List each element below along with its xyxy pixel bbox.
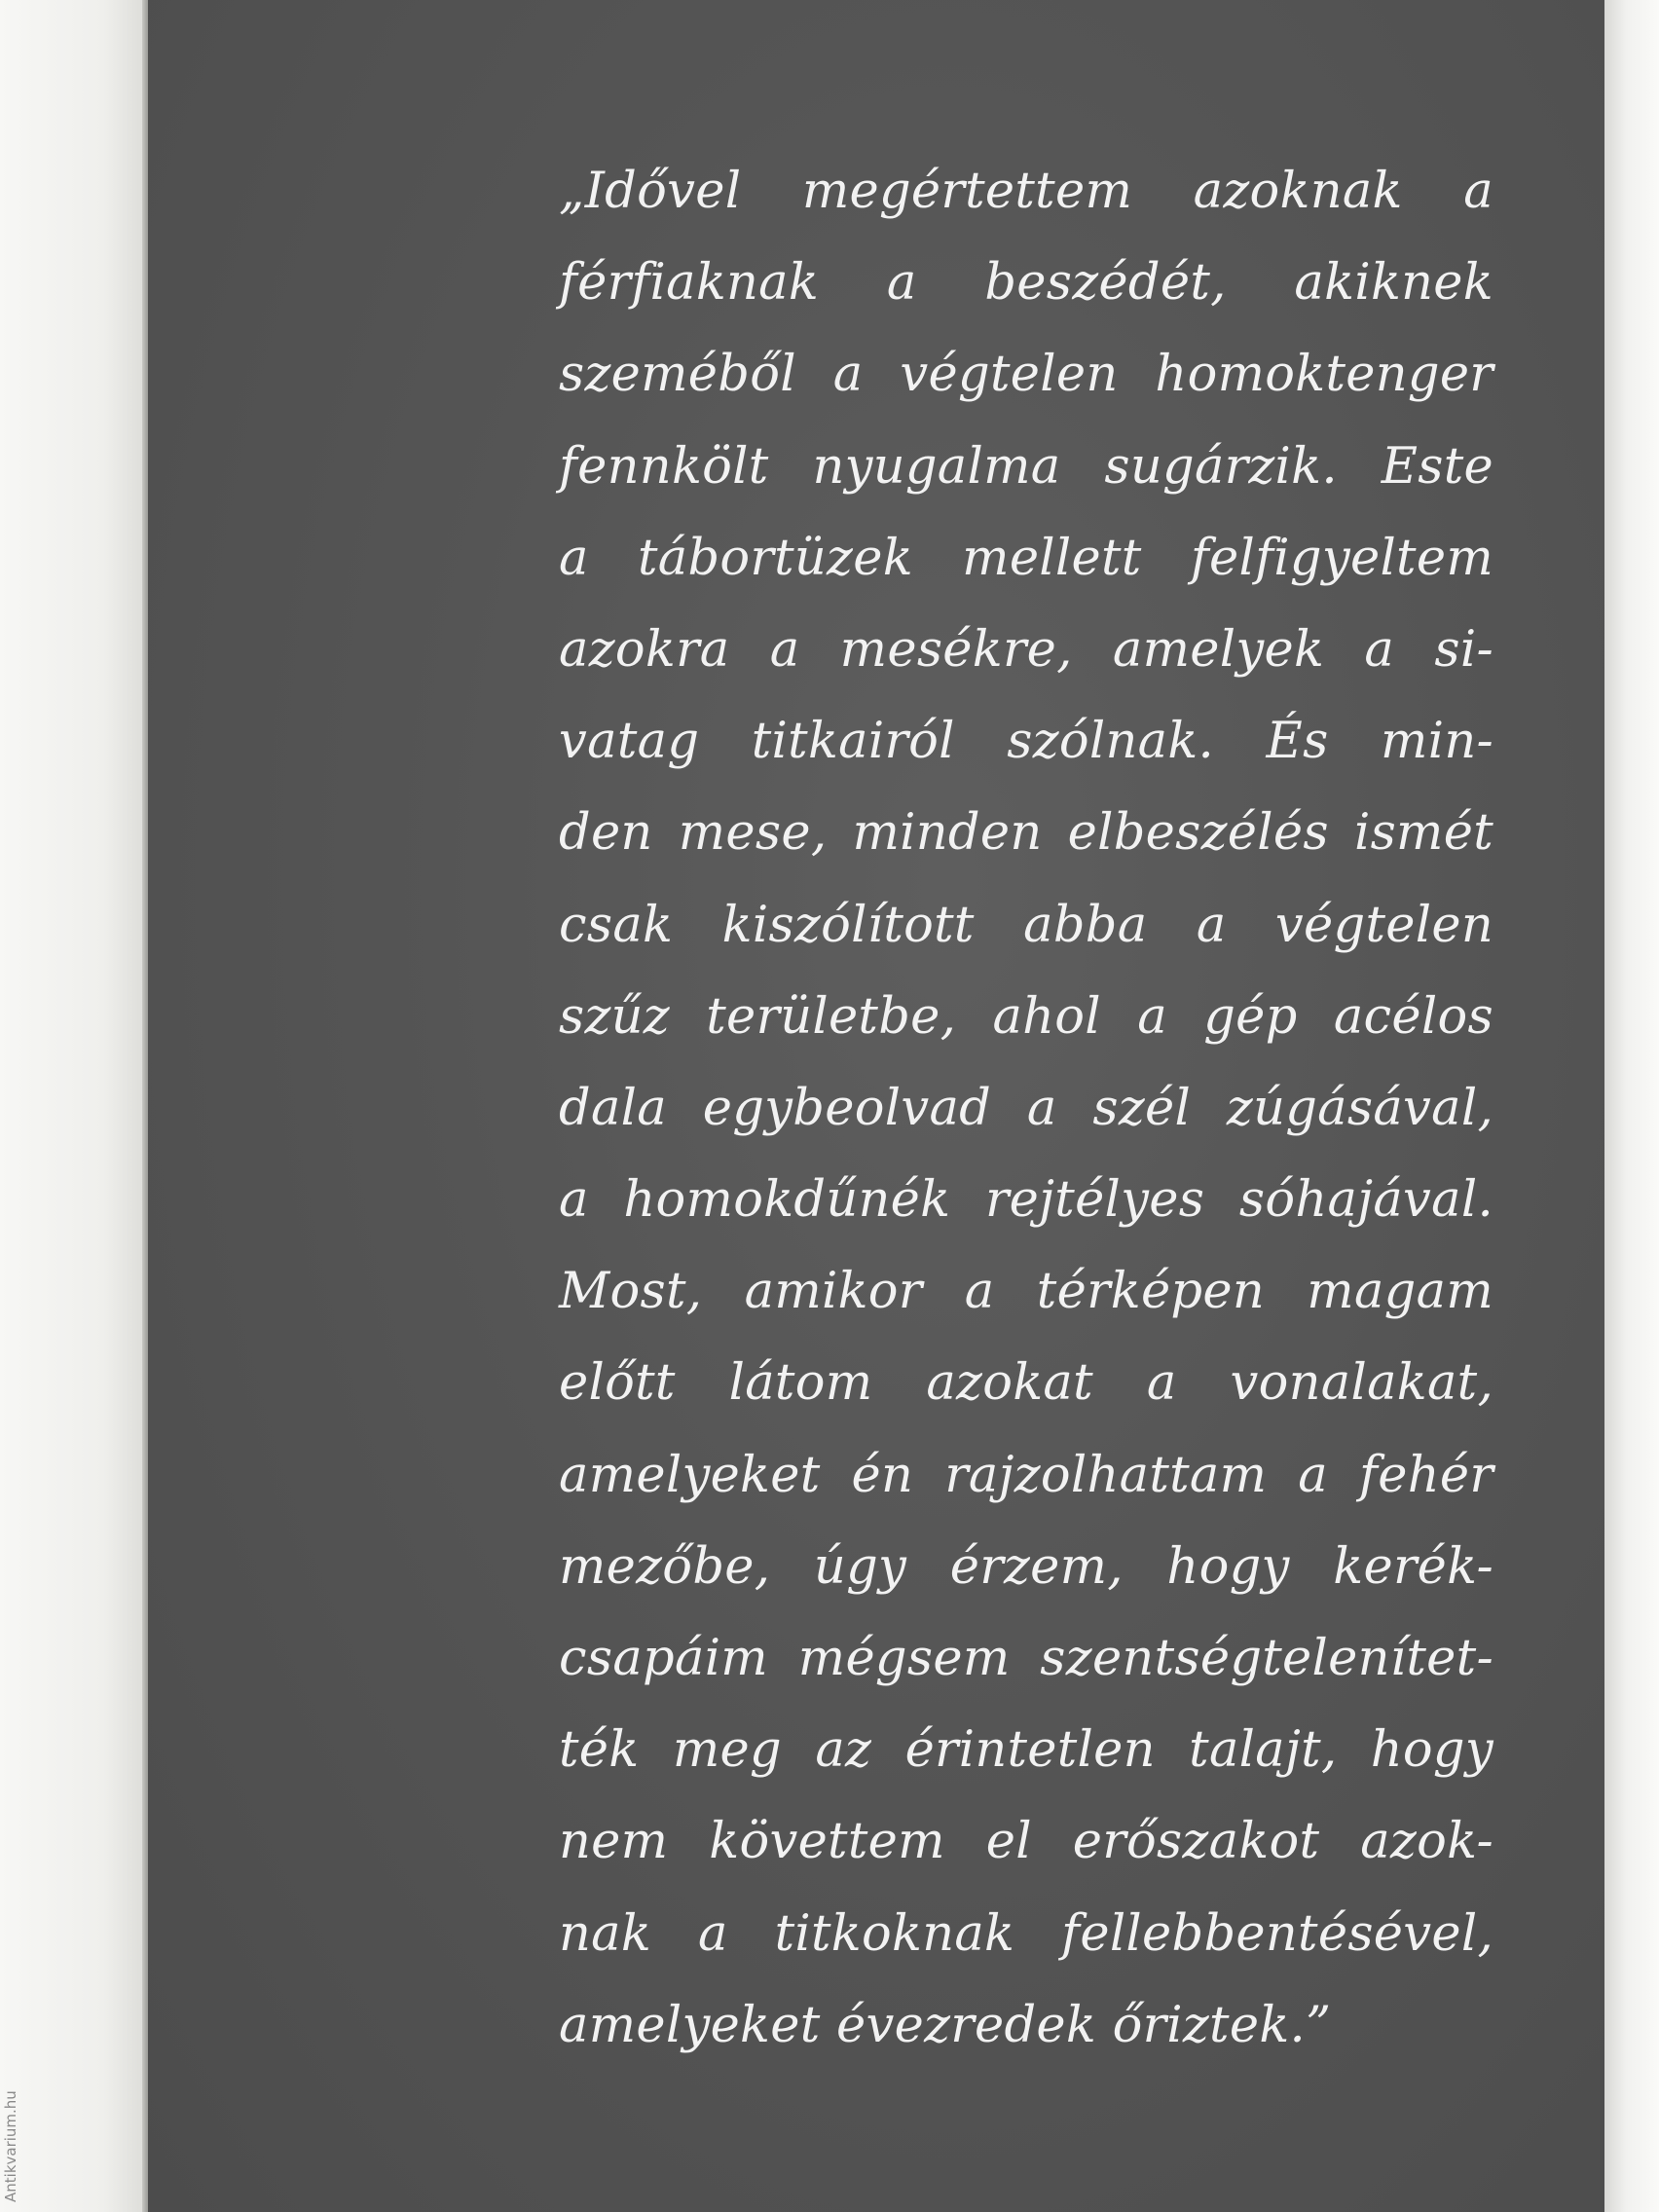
quote-line: nak a titkoknak fellebbentésével, <box>559 1904 1493 1963</box>
quote-line: szűz területbe, ahol a gép acélos <box>559 987 1493 1046</box>
quote-line: fennkölt nyugalma sugárzik. Este <box>559 437 1493 496</box>
quote-line: amelyeket évezredek őriztek.” <box>559 1996 1332 2054</box>
quote-line: szeméből a végtelen homoktenger <box>559 346 1493 404</box>
quote-line: ték meg az érintetlen talajt, hogy <box>559 1721 1493 1780</box>
quote-line: amelyeket én rajzolhattam a fehér <box>559 1446 1493 1504</box>
quote-line: a tábortüzek mellett felfigyeltem <box>559 529 1493 587</box>
watermark-text: Antikvarium.hu <box>2 2090 19 2202</box>
quote-line: dala egybeolvad a szél zúgásával, <box>559 1079 1493 1137</box>
quote-line: nem követtem el erőszakot azok- <box>559 1813 1493 1871</box>
book-cover-panel <box>148 0 1604 2212</box>
quote-line: előtt látom azokat a vonalakat, <box>559 1354 1493 1413</box>
quote-line: csapáim mégsem szentségtelenítet- <box>559 1630 1493 1687</box>
right-page-edge <box>1604 0 1659 2212</box>
quote-line: vatag titkairól szólnak. És min- <box>559 713 1493 771</box>
back-cover-quote <box>559 146 1493 2072</box>
quote-line: csak kiszólított abba a végtelen <box>559 896 1493 954</box>
left-page-edge <box>0 0 148 2212</box>
quote-line: Most, amikor a térképen magam <box>559 1263 1493 1321</box>
quote-line: „Idővel megértettem azoknak a <box>559 163 1493 220</box>
quote-line: mezőbe, úgy érzem, hogy kerék- <box>559 1537 1493 1596</box>
quote-line: férfiaknak a beszédét, akiknek <box>559 254 1493 313</box>
quote-line: a homokdűnék rejtélyes sóhajával. <box>559 1171 1493 1230</box>
quote-line: azokra a mesékre, amelyek a si- <box>559 620 1493 679</box>
quote-line: den mese, minden elbeszélés ismét <box>559 804 1493 863</box>
